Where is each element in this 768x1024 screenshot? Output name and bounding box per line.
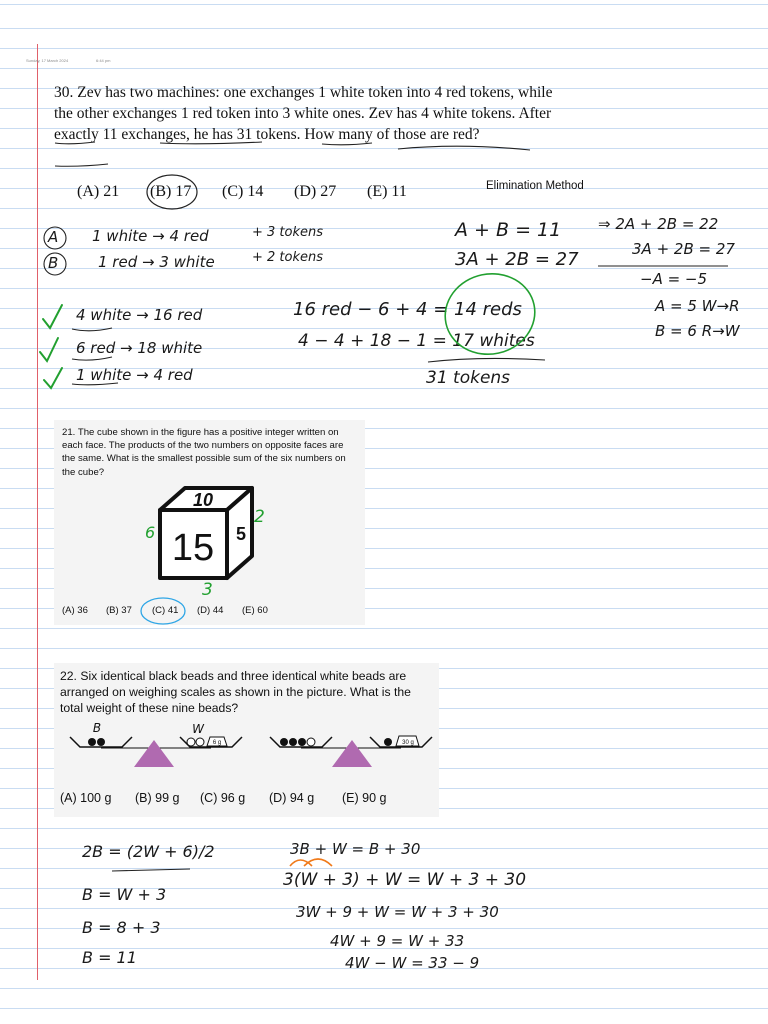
q21-choice-d: (D) 44 — [197, 605, 224, 616]
underline-4white — [72, 328, 112, 331]
choice-a: (A) 21 — [77, 183, 120, 200]
cube-top-number: 10 — [192, 490, 214, 510]
right-fulcrum — [332, 740, 372, 767]
q22-choice-e: (E) 90 g — [342, 791, 387, 805]
underline-how-many — [398, 146, 530, 150]
note-machine-a: 1 white → 4 red — [92, 227, 209, 245]
scale-right — [270, 736, 432, 767]
note-calc-reds: 16 red − 6 + 4 = 14 reds — [293, 299, 522, 320]
underline-31-tokens — [322, 143, 372, 145]
black-bead — [384, 738, 392, 746]
note22-l2: B = W + 3 — [82, 885, 167, 904]
q21-choice-c: (C) 41 — [152, 605, 179, 616]
weight-6g-label: 6 g — [212, 740, 222, 746]
choice-c: (C) 14 — [222, 183, 264, 200]
check-icon — [40, 338, 58, 361]
note-eq-2: 3A + 2B = 27 — [455, 249, 579, 270]
q30-circles — [44, 227, 728, 385]
q22-working-marks — [112, 869, 190, 871]
note22-m5: 4W − W = 33 − 9 — [345, 954, 480, 972]
cube-side-number: 5 — [235, 524, 247, 544]
q22-choice-a: (A) 100 g — [60, 791, 112, 805]
note-calc-whites: 4 − 4 + 18 − 1 = 17 whites — [298, 331, 535, 351]
note-row-2: 6 red → 18 white — [76, 339, 203, 357]
check-marks — [40, 305, 62, 388]
hand-face-right: 2 — [254, 507, 265, 527]
note22-m1: 3B + W = B + 30 — [290, 840, 421, 858]
hand-label-w: W — [192, 722, 204, 736]
underline-are-red — [55, 164, 108, 166]
black-bead — [298, 738, 306, 746]
black-bead — [97, 738, 105, 746]
underline-11-exchanges — [160, 142, 262, 144]
circle-machine-a — [44, 227, 66, 249]
note-elim-3: −A = −5 — [640, 270, 708, 288]
cube-front-number: 15 — [171, 527, 215, 569]
note22-m3: 3W + 9 + W = W + 3 + 30 — [296, 903, 499, 921]
note-machine-b: 1 red → 3 white — [98, 253, 215, 271]
weight-30g-label: 30 g — [402, 740, 414, 746]
note22-l3: B = 8 + 3 — [82, 918, 161, 937]
circle-machine-b — [44, 253, 66, 275]
question-30-text: 30. Zev has two machines: one exchanges 1 white token into 4 red tokens, while the other exchanges 1 red token into 3 white ones. Zev has 4 white tokens. After exactly 11 exchanges, he has 31 tokens. How many of those are red? — [54, 84, 553, 143]
underline-1white — [72, 383, 118, 385]
note22-l4: B = 11 — [82, 948, 137, 967]
left-fulcrum — [134, 740, 174, 767]
note22-m2: 3(W + 3) + W = W + 3 + 30 — [283, 870, 527, 890]
q22-choice-c: (C) 96 g — [200, 791, 246, 805]
note22-l1: 2B = (2W + 6)/2 — [82, 842, 215, 861]
hand-face-bottom: 3 — [202, 580, 213, 600]
q21-choice-b: (B) 37 — [106, 605, 132, 616]
choice-e: (E) 11 — [367, 183, 407, 200]
note-eq-1: A + B = 11 — [455, 219, 562, 241]
hand-face-left: 6 — [145, 523, 156, 542]
note22-m4: 4W + 9 = W + 33 — [330, 932, 465, 950]
q21-choice-e: (E) 60 — [242, 605, 268, 616]
circle-14-reds — [438, 266, 543, 363]
choice-d: (D) 27 — [294, 183, 337, 200]
note-elim-2: 3A + 2B = 27 — [632, 240, 735, 258]
black-bead — [88, 738, 96, 746]
white-bead — [196, 738, 204, 746]
choice-b: (B) 17 — [150, 183, 192, 200]
black-bead — [280, 738, 288, 746]
underline-whites — [428, 358, 545, 362]
page-date: Sunday, 17 March 2024 — [26, 58, 69, 63]
q30-underlines — [55, 142, 530, 166]
substitution-arrow-icon — [304, 859, 332, 866]
question-22-text: 22. Six identical black beads and three identical white beads are arranged on weighing scales as shown in the picture. What is the total weight of these nine beads? — [60, 669, 411, 715]
note-row-1: 4 white → 16 red — [76, 306, 203, 324]
note-elim-4: A = 5 W→R — [655, 297, 740, 315]
note-machine-b-tokens: + 2 tokens — [252, 250, 324, 265]
underline-tokens — [55, 142, 95, 144]
q22-choice-d: (D) 94 g — [269, 791, 315, 805]
page-time: 6:44 pm — [96, 58, 111, 63]
fraction-bar — [112, 869, 190, 871]
circle-choice-c — [141, 598, 185, 624]
white-bead — [307, 738, 315, 746]
hand-label-b: B — [92, 721, 102, 735]
q21-choice-a: (A) 36 — [62, 605, 88, 616]
note-elim-1: ⇒ 2A + 2B = 22 — [598, 215, 719, 233]
q22-choice-b: (B) 99 g — [135, 791, 180, 805]
note-calc-total: 31 tokens — [426, 368, 511, 388]
note-elim-5: B = 6 R→W — [655, 322, 740, 340]
question-21-text: 21. The cube shown in the figure has a positive integer written on each face. The products of the two numbers on opposite faces are the same. What is the smallest possible sum of the six numbers on the cube? — [62, 427, 346, 478]
circle-choice-b — [147, 175, 197, 209]
note-circled-a: A — [48, 228, 59, 246]
note-machine-a-tokens: + 3 tokens — [252, 225, 324, 240]
check-icon — [43, 305, 62, 328]
scale-left — [70, 721, 242, 767]
elimination-method-label: Elimination Method — [486, 180, 584, 192]
note-row-3: 1 white → 4 red — [76, 366, 193, 384]
note-circled-b: B — [48, 254, 59, 272]
white-bead — [187, 738, 195, 746]
black-bead — [289, 738, 297, 746]
check-icon — [44, 368, 62, 388]
underline-6red — [72, 357, 112, 360]
